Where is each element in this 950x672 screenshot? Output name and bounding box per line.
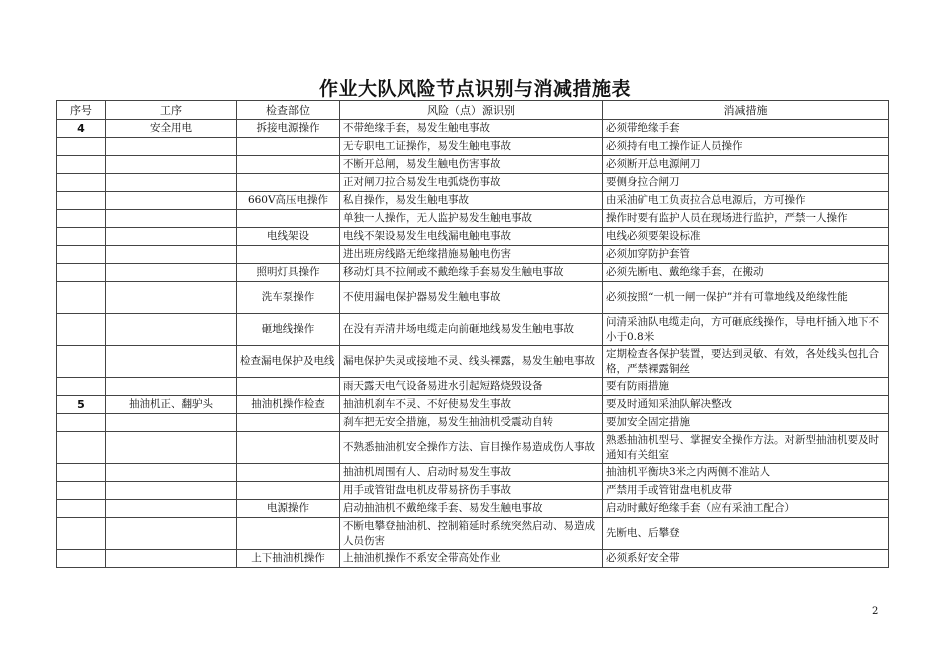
measure-cell: 严禁用手或管钳盘电机皮带 xyxy=(603,482,889,500)
table-row xyxy=(57,464,889,482)
seq-cell: 5 xyxy=(57,396,106,414)
table-row xyxy=(57,156,889,174)
measure-cell: 抽油机平衡块3米之内两侧不准站人 xyxy=(603,464,889,482)
seq-cell xyxy=(57,414,106,432)
location-cell xyxy=(237,482,340,500)
measure-cell: 操作时要有监护人员在现场进行监护，严禁一人操作 xyxy=(603,210,889,228)
process-cell xyxy=(106,550,237,568)
seq-cell: 4 xyxy=(57,120,106,138)
location-cell xyxy=(237,414,340,432)
risk-cell: 抽油机周围有人、启动时易发生事故 xyxy=(340,464,603,482)
seq-cell xyxy=(57,192,106,210)
location-cell xyxy=(237,156,340,174)
location-cell xyxy=(237,378,340,396)
seq-cell xyxy=(57,432,106,464)
table-row xyxy=(57,346,889,378)
header-location: 检查部位 xyxy=(237,101,340,120)
measure-cell: 熟悉抽油机型号、掌握安全操作方法。对新型抽油机要及时通知有关组室 xyxy=(603,432,889,464)
table-row xyxy=(57,210,889,228)
measure-cell: 必须先断电、戴绝缘手套，在搬动 xyxy=(603,264,889,282)
process-cell xyxy=(106,174,237,192)
risk-cell: 启动抽油机不戴绝缘手套、易发生触电事故 xyxy=(340,500,603,518)
process-cell xyxy=(106,500,237,518)
location-cell xyxy=(237,464,340,482)
process-cell xyxy=(106,282,237,314)
risk-cell: 刹车把无安全措施，易发生抽油机受震动自转 xyxy=(340,414,603,432)
process-cell xyxy=(106,414,237,432)
process-cell xyxy=(106,210,237,228)
measure-cell: 要侧身拉合闸刀 xyxy=(603,174,889,192)
measure-cell: 先断电、后攀登 xyxy=(603,518,889,550)
table-row xyxy=(57,246,889,264)
risk-cell: 移动灯具不拉闸或不戴绝缘手套易发生触电事故 xyxy=(340,264,603,282)
table-row xyxy=(57,228,889,246)
table-row xyxy=(57,120,889,138)
seq-cell xyxy=(57,282,106,314)
process-cell xyxy=(106,264,237,282)
table-row xyxy=(57,264,889,282)
risk-cell: 进出班房线路无绝缘措施易触电伤害 xyxy=(340,246,603,264)
table-row xyxy=(57,174,889,192)
location-cell xyxy=(237,518,340,550)
seq-cell xyxy=(57,138,106,156)
seq-cell xyxy=(57,156,106,174)
risk-cell: 不断开总闸，易发生触电伤害事故 xyxy=(340,156,603,174)
process-cell xyxy=(106,156,237,174)
process-cell xyxy=(106,518,237,550)
measure-cell: 要有防雨措施 xyxy=(603,378,889,396)
measure-cell: 由采油矿电工负责拉合总电源后，方可操作 xyxy=(603,192,889,210)
measure-cell: 必须持有电工操作证人员操作 xyxy=(603,138,889,156)
process-cell xyxy=(106,228,237,246)
location-cell: 砸地线操作 xyxy=(237,314,340,346)
location-cell: 上下抽油机操作 xyxy=(237,550,340,568)
risk-cell: 正对闸刀拉合易发生电弧烧伤事故 xyxy=(340,174,603,192)
process-cell xyxy=(106,482,237,500)
seq-cell xyxy=(57,500,106,518)
table-row xyxy=(57,482,889,500)
measure-cell: 定期检查各保护装置，要达到灵敏、有效，各处线头包扎合格，严禁裸露铜丝 xyxy=(603,346,889,378)
risk-cell: 在没有弄清井场电缆走向前砸地线易发生触电事故 xyxy=(340,314,603,346)
table-row xyxy=(57,314,889,346)
process-cell xyxy=(106,246,237,264)
header-process: 工序 xyxy=(106,101,237,120)
seq-cell xyxy=(57,210,106,228)
location-cell xyxy=(237,246,340,264)
risk-table xyxy=(56,100,889,568)
table-row xyxy=(57,396,889,414)
location-cell: 检查漏电保护及电线 xyxy=(237,346,340,378)
process-cell xyxy=(106,378,237,396)
measure-cell: 必须断开总电源闸刀 xyxy=(603,156,889,174)
risk-cell: 电线不架设易发生电线漏电触电事故 xyxy=(340,228,603,246)
header-risk: 风险（点）源识别 xyxy=(340,101,603,120)
process-cell xyxy=(106,192,237,210)
measure-cell: 必须带绝缘手套 xyxy=(603,120,889,138)
table-row xyxy=(57,138,889,156)
measure-cell: 电线必须要架设标准 xyxy=(603,228,889,246)
measure-cell: 要加安全固定措施 xyxy=(603,414,889,432)
risk-cell: 私自操作，易发生触电事故 xyxy=(340,192,603,210)
risk-cell: 不使用漏电保护器易发生触电事故 xyxy=(340,282,603,314)
process-cell: 抽油机正、翻驴头 xyxy=(106,396,237,414)
risk-cell: 抽油机刹车不灵、不好使易发生事故 xyxy=(340,396,603,414)
risk-cell: 不带绝缘手套，易发生触电事故 xyxy=(340,120,603,138)
table-row xyxy=(57,282,889,314)
seq-cell xyxy=(57,482,106,500)
location-cell xyxy=(237,210,340,228)
process-cell xyxy=(106,346,237,378)
location-cell xyxy=(237,174,340,192)
location-cell: 拆接电源操作 xyxy=(237,120,340,138)
location-cell: 抽油机操作检查 xyxy=(237,396,340,414)
page-number: 2 xyxy=(872,606,879,617)
risk-cell: 用手或管钳盘电机皮带易挤伤手事故 xyxy=(340,482,603,500)
location-cell xyxy=(237,432,340,464)
seq-cell xyxy=(57,346,106,378)
process-cell: 安全用电 xyxy=(106,120,237,138)
header-seq: 序号 xyxy=(57,101,106,120)
risk-cell: 漏电保护失灵或接地不灵、线头裸露，易发生触电事故 xyxy=(340,346,603,378)
process-cell xyxy=(106,314,237,346)
measure-cell: 必须加穿防护套管 xyxy=(603,246,889,264)
risk-cell: 无专职电工证操作，易发生触电事故 xyxy=(340,138,603,156)
risk-cell: 不熟悉抽油机安全操作方法、盲目操作易造成伤人事故 xyxy=(340,432,603,464)
seq-cell xyxy=(57,228,106,246)
location-cell xyxy=(237,138,340,156)
location-cell: 照明灯具操作 xyxy=(237,264,340,282)
seq-cell xyxy=(57,174,106,192)
location-cell: 660V高压电操作 xyxy=(237,192,340,210)
risk-cell: 单独一人操作，无人监护易发生触电事故 xyxy=(340,210,603,228)
measure-cell: 必须系好安全带 xyxy=(603,550,889,568)
table-row xyxy=(57,550,889,568)
seq-cell xyxy=(57,550,106,568)
risk-cell: 不断电攀登抽油机、控制箱延时系统突然启动、易造成人员伤害 xyxy=(340,518,603,550)
table-row xyxy=(57,518,889,550)
process-cell xyxy=(106,138,237,156)
seq-cell xyxy=(57,464,106,482)
process-cell xyxy=(106,464,237,482)
table-header-row xyxy=(57,101,889,120)
seq-cell xyxy=(57,378,106,396)
header-measure: 消减措施 xyxy=(603,101,889,120)
risk-cell: 雨天露天电气设备易进水引起短路烧毁设备 xyxy=(340,378,603,396)
page-title: 作业大队风险节点识别与消减措施表 xyxy=(318,78,631,100)
seq-cell xyxy=(57,246,106,264)
measure-cell: 问清采油队电缆走向，方可砸底线操作，导电杆插入地下不小于0.8米 xyxy=(603,314,889,346)
seq-cell xyxy=(57,264,106,282)
measure-cell: 要及时通知采油队解决整改 xyxy=(603,396,889,414)
table-row xyxy=(57,432,889,464)
table-row xyxy=(57,192,889,210)
seq-cell xyxy=(57,518,106,550)
measure-cell: 必须按照“一机一闸一保护”并有可靠地线及绝缘性能 xyxy=(603,282,889,314)
location-cell: 电源操作 xyxy=(237,500,340,518)
table-row xyxy=(57,500,889,518)
risk-cell: 上抽油机操作不系安全带高处作业 xyxy=(340,550,603,568)
table-row xyxy=(57,378,889,396)
seq-cell xyxy=(57,314,106,346)
process-cell xyxy=(106,432,237,464)
measure-cell: 启动时戴好绝缘手套（应有采油工配合） xyxy=(603,500,889,518)
location-cell: 洗车泵操作 xyxy=(237,282,340,314)
table-row xyxy=(57,414,889,432)
location-cell: 电线架设 xyxy=(237,228,340,246)
